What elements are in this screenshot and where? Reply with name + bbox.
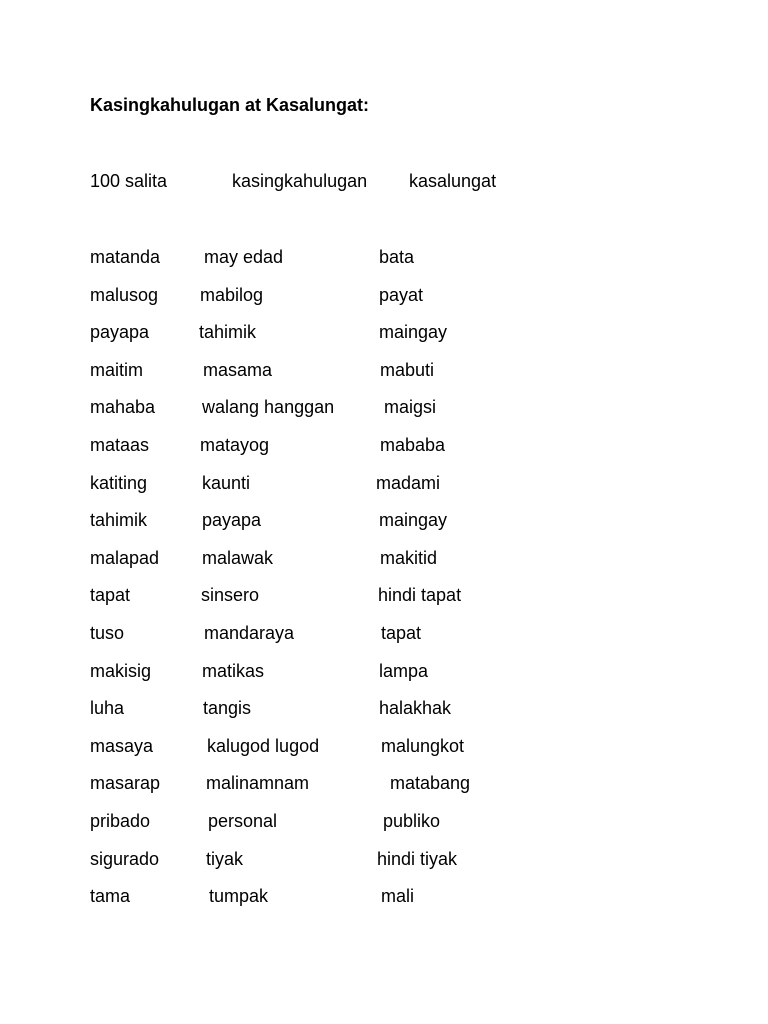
synonym-cell: tahimik bbox=[199, 322, 257, 343]
column-header-word: 100 salita bbox=[90, 171, 168, 191]
antonym-cell: madami bbox=[376, 472, 441, 493]
word-row bbox=[0, 284, 768, 322]
word-row bbox=[0, 697, 768, 735]
word-cell: katiting bbox=[90, 472, 148, 493]
word-row bbox=[0, 810, 768, 848]
synonym-cell: malawak bbox=[202, 547, 274, 568]
synonym-cell: walang hanggan bbox=[202, 397, 335, 418]
antonym-cell: tapat bbox=[381, 622, 422, 643]
word-cell: pribado bbox=[90, 810, 151, 831]
synonym-cell: tiyak bbox=[206, 848, 244, 869]
word-cell: sigurado bbox=[90, 848, 160, 869]
word-row bbox=[0, 885, 768, 923]
synonym-cell: personal bbox=[208, 810, 278, 831]
antonym-cell: mabuti bbox=[380, 359, 435, 380]
synonym-cell: payapa bbox=[202, 510, 262, 531]
antonym-cell: payat bbox=[379, 284, 424, 305]
antonym-cell: bata bbox=[379, 247, 415, 267]
word-cell: makisig bbox=[90, 660, 152, 681]
antonym-cell: mababa bbox=[380, 434, 446, 455]
word-cell: matanda bbox=[90, 247, 161, 267]
antonym-cell: matabang bbox=[390, 773, 471, 794]
word-row bbox=[0, 584, 768, 622]
word-row bbox=[0, 660, 768, 698]
antonym-cell: maingay bbox=[379, 510, 448, 531]
column-header-antonym: kasalungat bbox=[409, 171, 497, 191]
document-title: Kasingkahulugan at Kasalungat: bbox=[90, 95, 370, 115]
word-cell: luha bbox=[90, 698, 125, 719]
antonym-cell: mali bbox=[381, 886, 415, 907]
word-row bbox=[0, 772, 768, 810]
synonym-cell: mandaraya bbox=[204, 622, 295, 643]
word-cell: mahaba bbox=[90, 397, 156, 418]
antonym-cell: malungkot bbox=[381, 735, 465, 756]
word-row bbox=[0, 359, 768, 397]
synonym-cell: malinamnam bbox=[206, 773, 310, 794]
synonym-cell: tangis bbox=[203, 698, 252, 719]
word-cell: maitim bbox=[90, 359, 143, 380]
word-cell: tahimik bbox=[90, 510, 148, 531]
word-row bbox=[0, 735, 768, 773]
word-cell: tama bbox=[90, 886, 131, 907]
word-cell: mataas bbox=[90, 434, 150, 455]
synonym-cell: matayog bbox=[200, 434, 270, 455]
word-cell: tapat bbox=[90, 585, 131, 606]
antonym-cell: makitid bbox=[380, 547, 438, 568]
word-row bbox=[0, 321, 768, 359]
word-cell: tuso bbox=[90, 622, 125, 643]
word-row bbox=[0, 509, 768, 547]
word-cell: masarap bbox=[90, 773, 161, 794]
synonym-cell: tumpak bbox=[209, 886, 269, 907]
antonym-cell: maigsi bbox=[384, 397, 437, 418]
synonym-cell: matikas bbox=[202, 660, 265, 681]
word-row bbox=[0, 434, 768, 472]
synonym-cell: kalugod lugod bbox=[207, 735, 320, 756]
synonym-cell: mabilog bbox=[200, 284, 264, 305]
antonym-cell: hindi tapat bbox=[378, 585, 462, 606]
column-header-synonym: kasingkahulugan bbox=[232, 171, 368, 191]
word-row bbox=[0, 848, 768, 886]
word-cell: payapa bbox=[90, 322, 150, 343]
synonym-cell: may edad bbox=[204, 247, 284, 267]
synonym-cell: masama bbox=[203, 359, 273, 380]
antonym-cell: publiko bbox=[383, 810, 441, 831]
word-row bbox=[0, 246, 768, 284]
word-row bbox=[0, 622, 768, 660]
word-row bbox=[0, 547, 768, 585]
word-row bbox=[0, 396, 768, 434]
antonym-cell: halakhak bbox=[379, 698, 452, 719]
word-list bbox=[0, 246, 768, 923]
word-cell: malapad bbox=[90, 547, 160, 568]
synonym-cell: sinsero bbox=[201, 585, 260, 606]
word-row bbox=[0, 472, 768, 510]
word-cell: malusog bbox=[90, 284, 159, 305]
antonym-cell: maingay bbox=[379, 322, 448, 343]
antonym-cell: lampa bbox=[379, 660, 429, 681]
antonym-cell: hindi tiyak bbox=[377, 848, 458, 869]
synonym-cell: kaunti bbox=[202, 472, 251, 493]
word-cell: masaya bbox=[90, 735, 154, 756]
